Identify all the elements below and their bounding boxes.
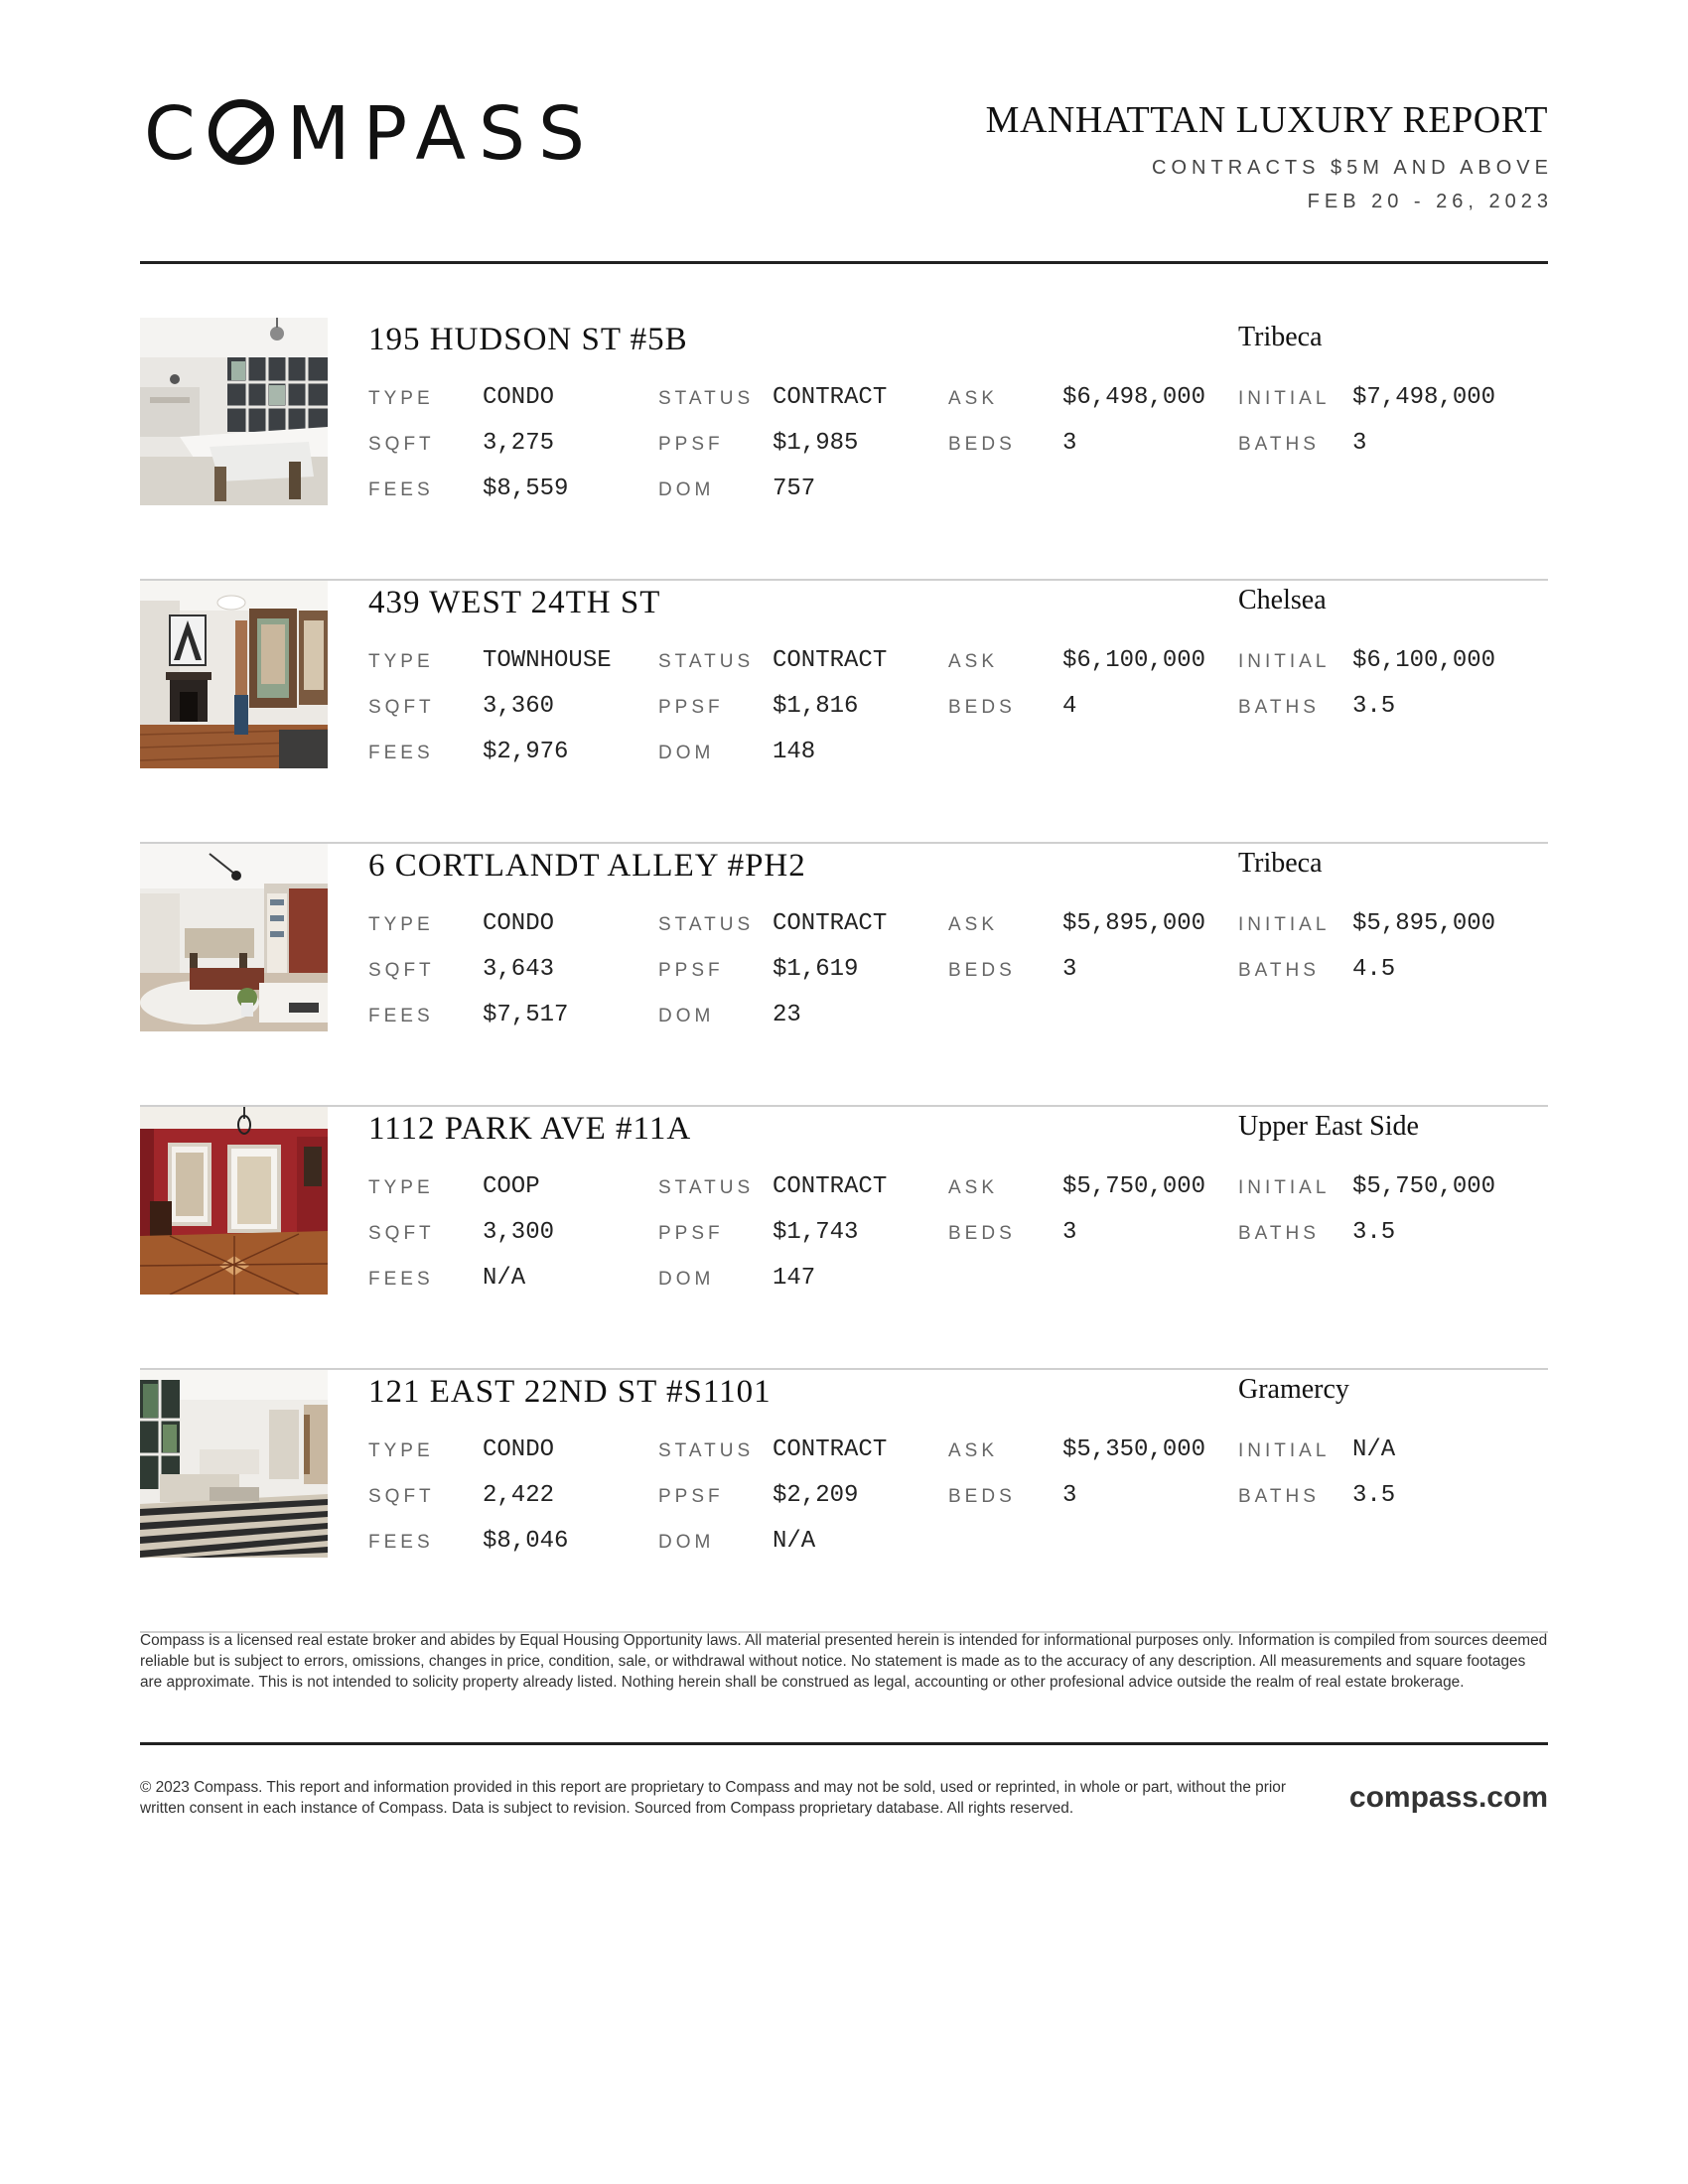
ppsf-value: $1,816 <box>773 693 859 720</box>
initial-value: $5,750,000 <box>1352 1173 1496 1200</box>
sqft-value: 3,300 <box>483 1219 555 1246</box>
red-foyer-photo <box>140 1107 328 1295</box>
ppsf-value: $1,985 <box>773 430 859 457</box>
initial-label: INITIAL <box>1238 651 1331 672</box>
dom-label: DOM <box>658 479 715 500</box>
baths-label: BATHS <box>1238 1223 1320 1244</box>
status-label: STATUS <box>658 1177 755 1198</box>
baths-label: BATHS <box>1238 434 1320 455</box>
sqft-label: SQFT <box>368 434 435 455</box>
sqft-label: SQFT <box>368 1486 435 1507</box>
sqft-value: 3,643 <box>483 956 555 983</box>
listing-address: 6 CORTLANDT ALLEY #PH2 <box>368 848 806 884</box>
legal-disclaimer: Compass is a licensed real estate broker and abides by Equal Housing Opportunity laws. All material presented herein is intended for informational purposes only. Information is compiled from sources deemed reliable but is subject to errors, omissions, changes in price, condition, sale, or withdrawal without notice. No statement is made as to the accuracy of any description. All measurements and square footages are approximate. This is not intended to solicity property already listed. Nothing herein shall be construed as legal, accounting or other profesional advice outside the realm of real estate brokerage. <box>140 1632 1548 1691</box>
dom-value: 757 <box>773 476 816 502</box>
ppsf-label: PPSF <box>658 1486 724 1507</box>
type-label: TYPE <box>368 651 434 672</box>
sqft-label: SQFT <box>368 1223 435 1244</box>
fees-value: $2,976 <box>483 739 569 765</box>
ask-label: ASK <box>948 388 999 409</box>
sqft-label: SQFT <box>368 697 435 718</box>
initial-value: N/A <box>1352 1436 1396 1463</box>
ask-value: $5,895,000 <box>1062 910 1206 937</box>
sqft-value: 3,360 <box>483 693 555 720</box>
ppsf-label: PPSF <box>658 434 724 455</box>
listing-card <box>140 1107 1548 1370</box>
dom-value: 147 <box>773 1265 816 1292</box>
website-link[interactable]: compass.com <box>1348 1781 1548 1814</box>
footer-divider <box>140 1742 1548 1745</box>
ppsf-value: $1,743 <box>773 1219 859 1246</box>
listing-neighborhood: Upper East Side <box>1238 1111 1419 1142</box>
listing-address: 121 EAST 22ND ST #S1101 <box>368 1374 772 1410</box>
fees-value: $7,517 <box>483 1002 569 1028</box>
sqft-value: 3,275 <box>483 430 555 457</box>
baths-label: BATHS <box>1238 960 1320 981</box>
ppsf-label: PPSF <box>658 960 724 981</box>
listing-card <box>140 844 1548 1107</box>
listing-card <box>140 581 1548 844</box>
status-value: CONTRACT <box>773 910 888 937</box>
initial-label: INITIAL <box>1238 1440 1331 1461</box>
initial-label: INITIAL <box>1238 914 1331 935</box>
baths-label: BATHS <box>1238 1486 1320 1507</box>
listing-card <box>140 318 1548 581</box>
ask-label: ASK <box>948 1440 999 1461</box>
status-label: STATUS <box>658 1440 755 1461</box>
type-label: TYPE <box>368 1440 434 1461</box>
listing-neighborhood: Tribeca <box>1238 848 1323 879</box>
initial-value: $6,100,000 <box>1352 647 1496 674</box>
dom-value: 148 <box>773 739 816 765</box>
type-value: CONDO <box>483 1436 555 1463</box>
dom-value: N/A <box>773 1528 816 1555</box>
fees-label: FEES <box>368 479 434 500</box>
beds-value: 3 <box>1062 430 1077 457</box>
baths-label: BATHS <box>1238 697 1320 718</box>
initial-label: INITIAL <box>1238 1177 1331 1198</box>
fees-label: FEES <box>368 1006 434 1026</box>
dom-label: DOM <box>658 1532 715 1553</box>
copyright-notice: © 2023 Compass. This report and information provided in this report are proprietary to Compass and may not be sold, used or reprinted, in whole or part, without the prior written consent in each instance of Compass. Data is subject to revision. Sourced from Compass proprietary database. All rights reserved. <box>140 1779 1286 1817</box>
initial-label: INITIAL <box>1238 388 1331 409</box>
ppsf-value: $2,209 <box>773 1482 859 1509</box>
report-subtitle: CONTRACTS $5M AND ABOVE <box>1152 157 1553 179</box>
beds-label: BEDS <box>948 434 1016 455</box>
ask-label: ASK <box>948 1177 999 1198</box>
fees-label: FEES <box>368 1532 434 1553</box>
status-value: CONTRACT <box>773 384 888 411</box>
fees-label: FEES <box>368 743 434 763</box>
baths-value: 4.5 <box>1352 956 1396 983</box>
initial-value: $5,895,000 <box>1352 910 1496 937</box>
listing-neighborhood: Tribeca <box>1238 322 1323 352</box>
dom-value: 23 <box>773 1002 801 1028</box>
listing-address: 1112 PARK AVE #11A <box>368 1111 692 1147</box>
compass-logo-o-icon <box>209 99 274 165</box>
listing-address: 195 HUDSON ST #5B <box>368 322 688 357</box>
beds-value: 3 <box>1062 1482 1077 1509</box>
status-value: CONTRACT <box>773 1436 888 1463</box>
listing-card <box>140 1370 1548 1633</box>
status-value: CONTRACT <box>773 647 888 674</box>
baths-value: 3.5 <box>1352 693 1396 720</box>
report-title: MANHATTAN LUXURY REPORT <box>985 99 1548 141</box>
compass-logo: C MPASS <box>144 91 598 177</box>
type-value: COOP <box>483 1173 540 1200</box>
type-value: CONDO <box>483 910 555 937</box>
beds-label: BEDS <box>948 1223 1016 1244</box>
listing-address: 439 WEST 24TH ST <box>368 585 661 620</box>
sqft-label: SQFT <box>368 960 435 981</box>
dom-label: DOM <box>658 1006 715 1026</box>
ask-value: $6,100,000 <box>1062 647 1206 674</box>
initial-value: $7,498,000 <box>1352 384 1496 411</box>
ask-label: ASK <box>948 651 999 672</box>
ask-value: $5,350,000 <box>1062 1436 1206 1463</box>
type-label: TYPE <box>368 388 434 409</box>
ppsf-label: PPSF <box>658 1223 724 1244</box>
striped-rug-living-photo <box>140 1370 328 1558</box>
beds-value: 3 <box>1062 956 1077 983</box>
loft-kitchen-photo <box>140 318 328 505</box>
report-heading <box>985 97 1553 214</box>
header-divider <box>140 261 1548 264</box>
type-value: TOWNHOUSE <box>483 647 612 674</box>
dom-label: DOM <box>658 743 715 763</box>
status-label: STATUS <box>658 651 755 672</box>
status-label: STATUS <box>658 914 755 935</box>
ppsf-value: $1,619 <box>773 956 859 983</box>
fees-label: FEES <box>368 1269 434 1290</box>
ppsf-label: PPSF <box>658 697 724 718</box>
fees-value: $8,046 <box>483 1528 569 1555</box>
listing-neighborhood: Gramercy <box>1238 1374 1349 1405</box>
townhouse-parlor-photo <box>140 581 328 768</box>
type-label: TYPE <box>368 1177 434 1198</box>
beds-label: BEDS <box>948 960 1016 981</box>
ask-value: $6,498,000 <box>1062 384 1206 411</box>
fees-value: $8,559 <box>483 476 569 502</box>
baths-value: 3.5 <box>1352 1219 1396 1246</box>
beds-label: BEDS <box>948 697 1016 718</box>
dom-label: DOM <box>658 1269 715 1290</box>
listing-neighborhood: Chelsea <box>1238 585 1327 615</box>
type-value: CONDO <box>483 384 555 411</box>
beds-value: 3 <box>1062 1219 1077 1246</box>
beds-label: BEDS <box>948 1486 1016 1507</box>
status-label: STATUS <box>658 388 755 409</box>
penthouse-living-photo <box>140 844 328 1031</box>
sqft-value: 2,422 <box>483 1482 555 1509</box>
beds-value: 4 <box>1062 693 1077 720</box>
status-value: CONTRACT <box>773 1173 888 1200</box>
fees-value: N/A <box>483 1265 526 1292</box>
ask-label: ASK <box>948 914 999 935</box>
ask-value: $5,750,000 <box>1062 1173 1206 1200</box>
baths-value: 3.5 <box>1352 1482 1396 1509</box>
type-label: TYPE <box>368 914 434 935</box>
report-date-range: FEB 20 - 26, 2023 <box>1307 191 1553 212</box>
baths-value: 3 <box>1352 430 1367 457</box>
report-page <box>140 0 1553 2184</box>
